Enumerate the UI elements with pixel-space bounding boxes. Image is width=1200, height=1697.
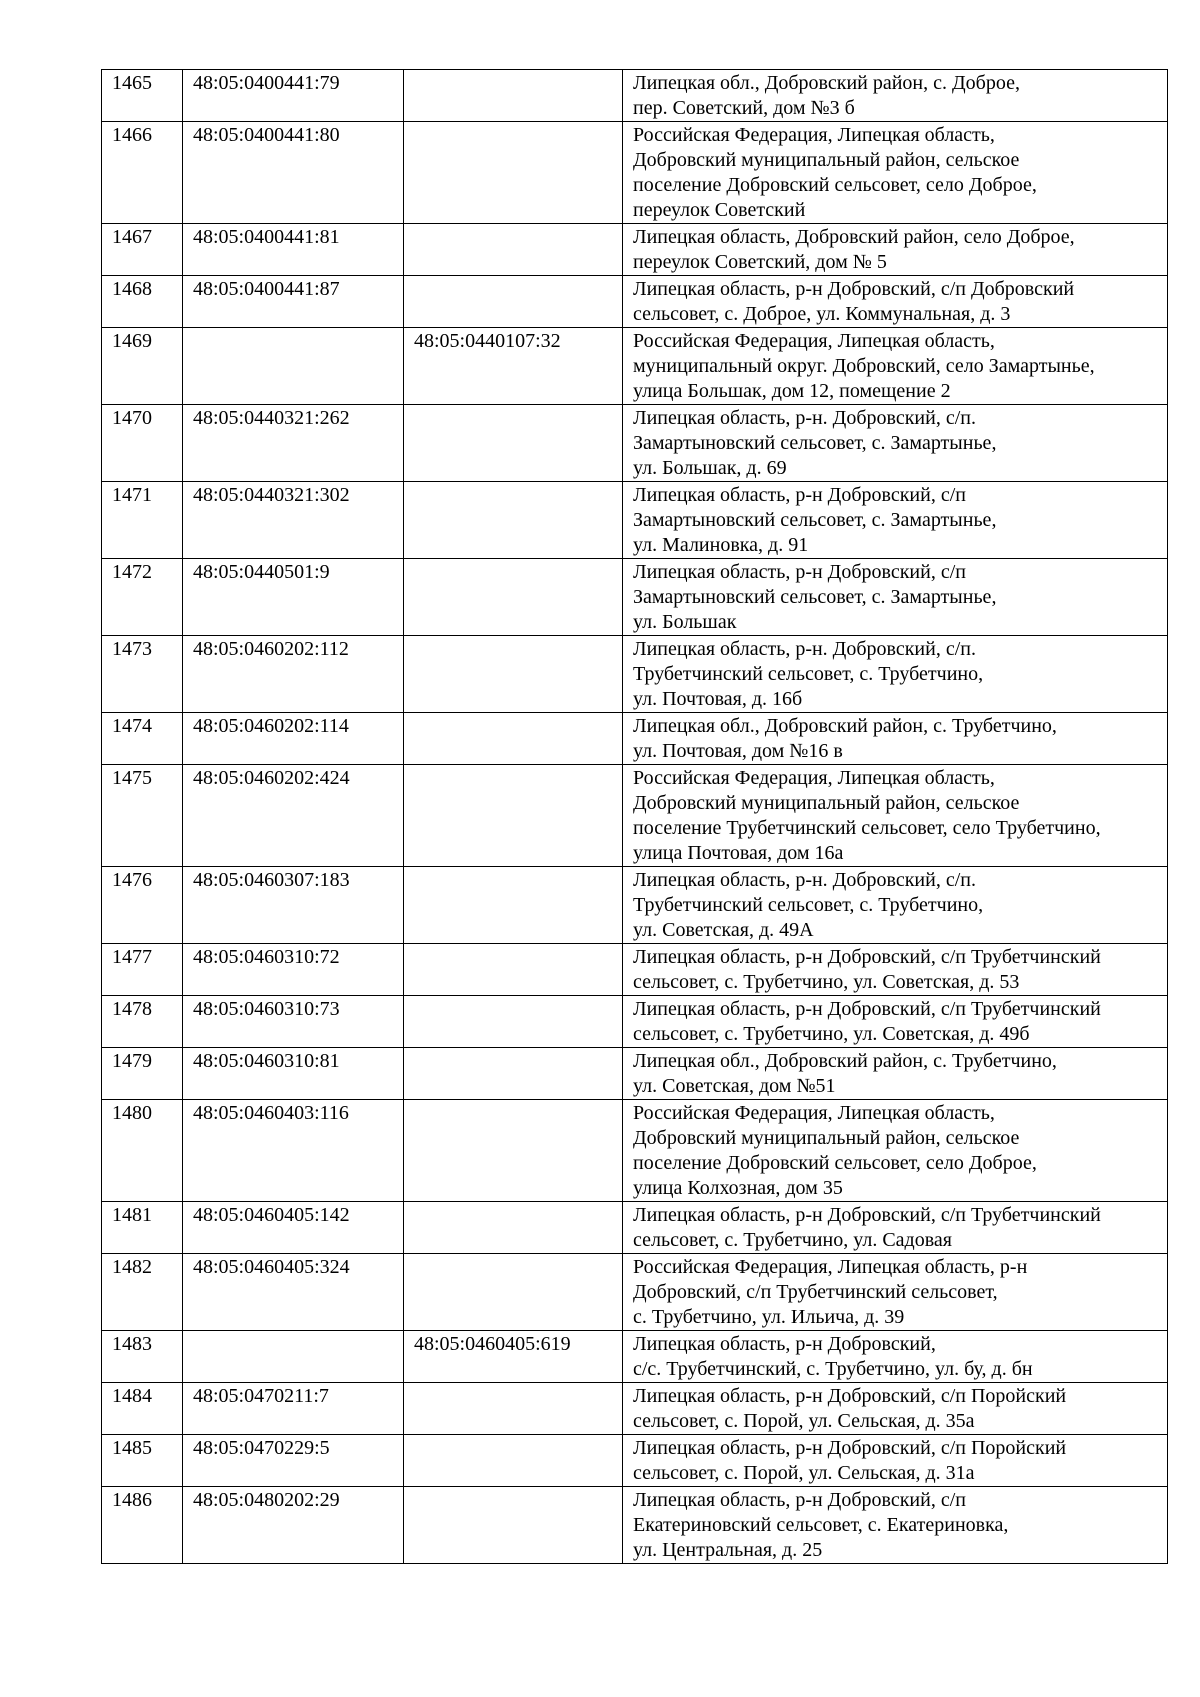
row-number-cell: 1481 [102, 1202, 183, 1254]
cadastral-number-cell: 48:05:0460307:183 [183, 867, 404, 944]
premises-cadastral-number-cell [404, 1202, 623, 1254]
row-number-cell: 1468 [102, 276, 183, 328]
premises-cadastral-number-cell [404, 70, 623, 122]
address-cell: Российская Федерация, Липецкая область, Добровский муниципальный район, сельское поселение Трубетчинский сельсовет, село Трубетчино, улица Почтовая, дом 16а [623, 765, 1168, 867]
row-number-cell: 1485 [102, 1435, 183, 1487]
row-number-cell: 1475 [102, 765, 183, 867]
premises-cadastral-number-cell [404, 1383, 623, 1435]
premises-cadastral-number-cell [404, 765, 623, 867]
table-row [102, 482, 1168, 559]
premises-cadastral-number-cell [404, 1100, 623, 1202]
cadastral-number-cell: 48:05:0470211:7 [183, 1383, 404, 1435]
row-number-cell: 1476 [102, 867, 183, 944]
table-row [102, 328, 1168, 405]
cadastral-number-cell [183, 328, 404, 405]
address-cell: Липецкая область, Добровский район, село Доброе, переулок Советский, дом № 5 [623, 224, 1168, 276]
address-cell: Липецкая область, р-н Добровский, с/с. Трубетчинский, с. Трубетчино, ул. бу, д. бн [623, 1331, 1168, 1383]
cadastral-number-cell: 48:05:0460403:116 [183, 1100, 404, 1202]
address-cell: Российская Федерация, Липецкая область, р-н Добровский, с/п Трубетчинский сельсовет, с. Трубетчино, ул. Ильича, д. 39 [623, 1254, 1168, 1331]
address-cell: Липецкая область, р-н Добровский, с/п Замартыновский сельсовет, с. Замартынье, ул. Малиновка, д. 91 [623, 482, 1168, 559]
table-row [102, 996, 1168, 1048]
cadastral-number-cell: 48:05:0460310:72 [183, 944, 404, 996]
premises-cadastral-number-cell [404, 276, 623, 328]
cadastral-number-cell: 48:05:0440321:302 [183, 482, 404, 559]
row-number-cell: 1467 [102, 224, 183, 276]
premises-cadastral-number-cell [404, 482, 623, 559]
table-row [102, 1100, 1168, 1202]
table-row [102, 122, 1168, 224]
table-row [102, 1331, 1168, 1383]
table-row [102, 224, 1168, 276]
row-number-cell: 1472 [102, 559, 183, 636]
premises-cadastral-number-cell [404, 944, 623, 996]
premises-cadastral-number-cell [404, 559, 623, 636]
address-cell: Липецкая обл., Добровский район, с. Трубетчино, ул. Советская, дом №51 [623, 1048, 1168, 1100]
table-row [102, 276, 1168, 328]
address-cell: Российская Федерация, Липецкая область, Добровский муниципальный район, сельское поселение Добровский сельсовет, село Доброе, улица Колхозная, дом 35 [623, 1100, 1168, 1202]
row-number-cell: 1469 [102, 328, 183, 405]
premises-cadastral-number-cell [404, 1254, 623, 1331]
address-cell: Российская Федерация, Липецкая область, Добровский муниципальный район, сельское поселение Добровский сельсовет, село Доброе, переулок Советский [623, 122, 1168, 224]
row-number-cell: 1486 [102, 1487, 183, 1564]
row-number-cell: 1473 [102, 636, 183, 713]
premises-cadastral-number-cell [404, 224, 623, 276]
row-number-cell: 1478 [102, 996, 183, 1048]
premises-cadastral-number-cell [404, 867, 623, 944]
premises-cadastral-number-cell [404, 405, 623, 482]
address-cell: Липецкая обл., Добровский район, с. Трубетчино, ул. Почтовая, дом №16 в [623, 713, 1168, 765]
premises-cadastral-number-cell [404, 1487, 623, 1564]
row-number-cell: 1480 [102, 1100, 183, 1202]
address-cell: Липецкая область, р-н Добровский, с/п Замартыновский сельсовет, с. Замартынье, ул. Большак [623, 559, 1168, 636]
premises-cadastral-number-cell: 48:05:0440107:32 [404, 328, 623, 405]
table-row [102, 405, 1168, 482]
cadastral-number-cell: 48:05:0470229:5 [183, 1435, 404, 1487]
row-number-cell: 1465 [102, 70, 183, 122]
cadastral-number-cell: 48:05:0400441:80 [183, 122, 404, 224]
row-number-cell: 1482 [102, 1254, 183, 1331]
premises-cadastral-number-cell [404, 1435, 623, 1487]
address-cell: Липецкая область, р-н Добровский, с/п Екатериновский сельсовет, с. Екатериновка, ул. Центральная, д. 25 [623, 1487, 1168, 1564]
cadastral-number-cell: 48:05:0400441:79 [183, 70, 404, 122]
table-row [102, 70, 1168, 122]
row-number-cell: 1479 [102, 1048, 183, 1100]
row-number-cell: 1474 [102, 713, 183, 765]
row-number-cell: 1471 [102, 482, 183, 559]
row-number-cell: 1484 [102, 1383, 183, 1435]
table-row [102, 636, 1168, 713]
cadastral-number-cell: 48:05:0460202:112 [183, 636, 404, 713]
row-number-cell: 1470 [102, 405, 183, 482]
table-row [102, 1435, 1168, 1487]
address-cell: Российская Федерация, Липецкая область, муниципальный округ. Добровский, село Замартынье, улица Большак, дом 12, помещение 2 [623, 328, 1168, 405]
cadastral-number-cell: 48:05:0400441:81 [183, 224, 404, 276]
table-row [102, 1202, 1168, 1254]
cadastral-number-cell: 48:05:0460202:114 [183, 713, 404, 765]
cadastral-number-cell [183, 1331, 404, 1383]
address-cell: Липецкая область, р-н Добровский, с/п Трубетчинский сельсовет, с. Трубетчино, ул. Садовая [623, 1202, 1168, 1254]
premises-cadastral-number-cell [404, 636, 623, 713]
address-cell: Липецкая область, р-н. Добровский, с/п. Трубетчинский сельсовет, с. Трубетчино, ул. Советская, д. 49А [623, 867, 1168, 944]
address-cell: Липецкая область, р-н. Добровский, с/п. Трубетчинский сельсовет, с. Трубетчино, ул. Почтовая, д. 16б [623, 636, 1168, 713]
cadastral-number-cell: 48:05:0480202:29 [183, 1487, 404, 1564]
address-cell: Липецкая область, р-н Добровский, с/п Добровский сельсовет, с. Доброе, ул. Коммунальная, д. 3 [623, 276, 1168, 328]
row-number-cell: 1483 [102, 1331, 183, 1383]
address-cell: Липецкая область, р-н Добровский, с/п Трубетчинский сельсовет, с. Трубетчино, ул. Советская, д. 53 [623, 944, 1168, 996]
table-row [102, 713, 1168, 765]
row-number-cell: 1477 [102, 944, 183, 996]
table-row [102, 765, 1168, 867]
cadastral-number-cell: 48:05:0460310:81 [183, 1048, 404, 1100]
cadastral-number-cell: 48:05:0460405:324 [183, 1254, 404, 1331]
premises-cadastral-number-cell [404, 1048, 623, 1100]
table-row [102, 1487, 1168, 1564]
table-row [102, 559, 1168, 636]
cadastral-number-cell: 48:05:0460405:142 [183, 1202, 404, 1254]
premises-cadastral-number-cell: 48:05:0460405:619 [404, 1331, 623, 1383]
premises-cadastral-number-cell [404, 713, 623, 765]
registry-table-body [102, 70, 1168, 1564]
cadastral-number-cell: 48:05:0460202:424 [183, 765, 404, 867]
cadastral-number-cell: 48:05:0440321:262 [183, 405, 404, 482]
property-registry-table [101, 69, 1168, 1564]
table-row [102, 867, 1168, 944]
cadastral-number-cell: 48:05:0400441:87 [183, 276, 404, 328]
table-row [102, 1383, 1168, 1435]
table-row [102, 1254, 1168, 1331]
premises-cadastral-number-cell [404, 122, 623, 224]
table-row [102, 1048, 1168, 1100]
address-cell: Липецкая обл., Добровский район, с. Доброе, пер. Советский, дом №3 б [623, 70, 1168, 122]
cadastral-number-cell: 48:05:0460310:73 [183, 996, 404, 1048]
address-cell: Липецкая область, р-н Добровский, с/п Поройский сельсовет, с. Порой, ул. Сельская, д. 31а [623, 1435, 1168, 1487]
table-row [102, 944, 1168, 996]
row-number-cell: 1466 [102, 122, 183, 224]
address-cell: Липецкая область, р-н. Добровский, с/п. Замартыновский сельсовет, с. Замартынье, ул. Большак, д. 69 [623, 405, 1168, 482]
address-cell: Липецкая область, р-н Добровский, с/п Поройский сельсовет, с. Порой, ул. Сельская, д. 35а [623, 1383, 1168, 1435]
cadastral-number-cell: 48:05:0440501:9 [183, 559, 404, 636]
premises-cadastral-number-cell [404, 996, 623, 1048]
address-cell: Липецкая область, р-н Добровский, с/п Трубетчинский сельсовет, с. Трубетчино, ул. Советская, д. 49б [623, 996, 1168, 1048]
